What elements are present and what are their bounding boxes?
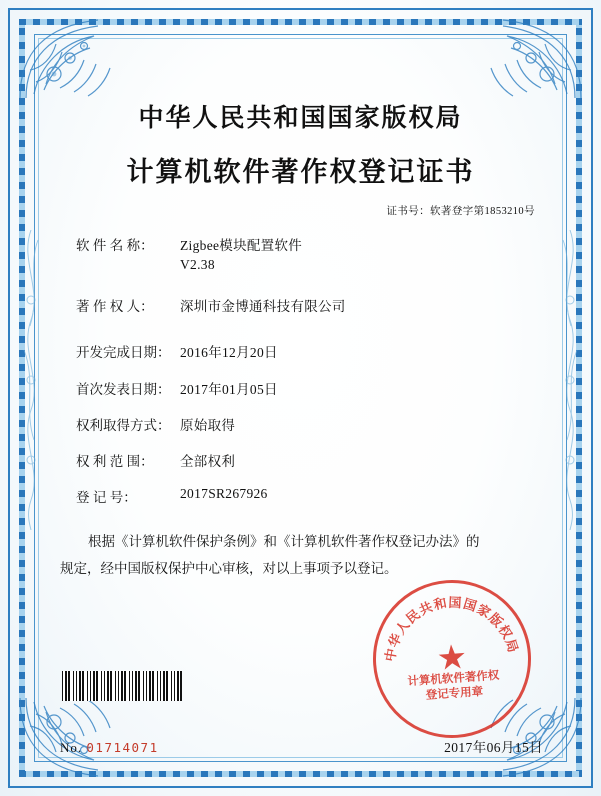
svg-text:中华人民共和国国家版权局: 中华人民共和国国家版权局 [383, 595, 521, 663]
field-label: 首次发表日期： [76, 382, 171, 397]
field-value-text: Zigbee模块配置软件 [180, 238, 303, 253]
certificate-number: 证书号：软著登字第1853210号 [386, 206, 535, 217]
field-label: 权 利 范 围： [76, 454, 154, 469]
field-list [56, 234, 545, 506]
field-label: 著 作 权 人： [76, 299, 154, 314]
field-software-name [76, 234, 545, 273]
field-value: 全部权利 [180, 454, 236, 469]
field-value: 2016年12月20日 [180, 345, 278, 360]
field-label: 开发完成日期： [76, 345, 171, 360]
issue-date: 2017年06月15日 [444, 740, 543, 755]
field-value: 2017年01月05日 [180, 382, 278, 397]
seal-bottom-line1: 计算机软件著作权 [406, 667, 500, 689]
field-value: 深圳市金博通科技有限公司 [180, 299, 346, 314]
field-registration-number [76, 486, 545, 506]
field-first-publish-date [76, 378, 545, 398]
field-label: 登 记 号： [76, 490, 137, 505]
issuer-title: 中华人民共和国国家版权局 [138, 103, 463, 132]
barcode [62, 671, 182, 701]
field-rights-scope [76, 450, 545, 470]
field-label: 软 件 名 称： [76, 238, 154, 253]
serial-digits: 01714071 [86, 740, 159, 755]
field-label: 权利取得方式： [76, 418, 171, 433]
field-copyright-owner [76, 295, 545, 315]
field-value: 原始取得 [180, 418, 236, 433]
legal-paragraph [56, 528, 545, 582]
seal-bottom-line2: 登记专用章 [425, 683, 484, 702]
legal-paragraph-line1: 根据《计算机软件保护条例》和《计算机软件著作权登记办法》的 [88, 534, 480, 549]
field-development-date [76, 341, 545, 361]
field-acquisition-method [76, 414, 545, 434]
page-title: 计算机软件著作权登记证书 [126, 157, 475, 188]
field-value: 2017SR267926 [180, 486, 268, 501]
legal-paragraph-line2: 规定，经中国版权保护中心审核，对以上事项予以登记。 [60, 561, 398, 576]
official-seal [368, 575, 537, 744]
seal-star-icon: ★ [435, 638, 469, 679]
serial-number [60, 740, 159, 756]
field-value-version: V2.38 [180, 257, 215, 272]
serial-prefix: No. [60, 740, 83, 755]
field-value [180, 234, 545, 273]
